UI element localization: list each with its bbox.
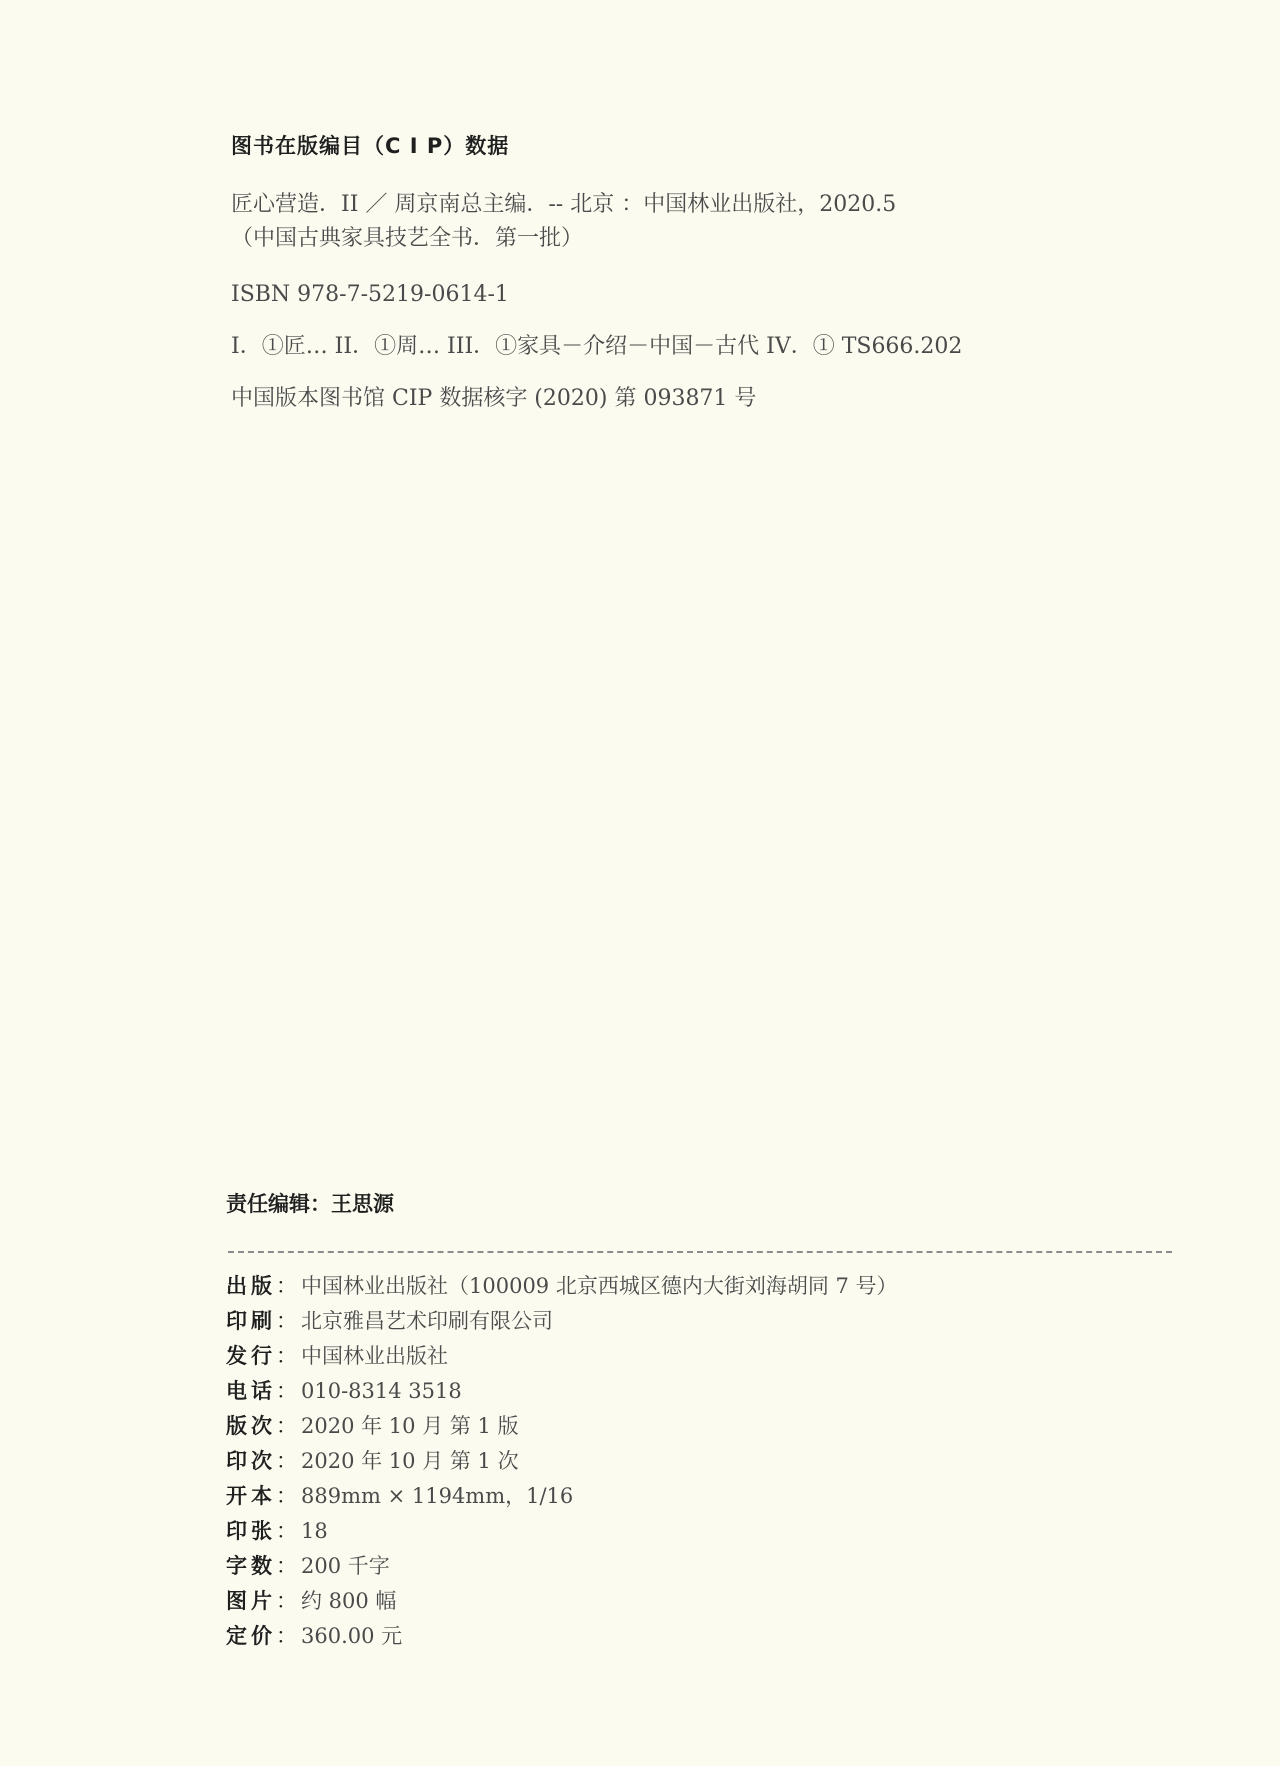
info-label: 电话 [226, 1379, 276, 1403]
info-label: 出版 [226, 1274, 276, 1298]
info-value: 中国林业出版社（100009 北京西城区德内大街刘海胡同 7 号） [301, 1274, 898, 1298]
info-row-sheets: 印张 ： 18 [226, 1514, 898, 1549]
cip-isbn: ISBN 978-7-5219-0614-1 [231, 282, 509, 307]
info-row-printing: 印次 ： 2020 年 10 月 第 1 次 [226, 1444, 898, 1479]
dashed-divider [228, 1251, 1172, 1253]
info-row-price: 定价 ： 360.00 元 [226, 1619, 898, 1654]
info-value: 约 800 幅 [301, 1589, 397, 1613]
cip-classification: I．①匠… II．①周… III．①家具－介绍－中国－古代 IV．① TS666.202 [231, 334, 963, 359]
responsible-editor: 责任编辑：王思源 [226, 1192, 394, 1216]
info-value: 中国林业出版社 [301, 1344, 448, 1368]
info-row-format: 开本 ： 889mm × 1194mm，1/16 [226, 1479, 898, 1514]
cip-heading: 图书在版编目（C I P）数据 [231, 134, 510, 158]
info-value: 889mm × 1194mm，1/16 [301, 1484, 574, 1508]
info-label: 印张 [226, 1519, 276, 1543]
info-label: 版次 [226, 1414, 276, 1438]
cip-record-number: 中国版本图书馆 CIP 数据核字 (2020) 第 093871 号 [231, 386, 757, 411]
info-row-publisher: 出版 ： 中国林业出版社（100009 北京西城区德内大街刘海胡同 7 号） [226, 1269, 898, 1304]
info-row-images: 图片 ： 约 800 幅 [226, 1584, 898, 1619]
info-row-edition: 版次 ： 2020 年 10 月 第 1 版 [226, 1409, 898, 1444]
info-value: 18 [301, 1519, 328, 1543]
cip-section [231, 126, 1191, 416]
info-label: 图片 [226, 1589, 276, 1613]
info-row-word-count: 字数 ： 200 千字 [226, 1549, 898, 1584]
info-row-phone: 电话 ： 010-8314 3518 [226, 1374, 898, 1409]
info-value: 2020 年 10 月 第 1 版 [301, 1414, 519, 1438]
info-row-distributor: 发行 ： 中国林业出版社 [226, 1339, 898, 1374]
info-label: 开本 [226, 1484, 276, 1508]
info-label: 字数 [226, 1554, 276, 1578]
cip-title-line: 匠心营造．II ／ 周京南总主编．-- 北京 ：中国林业出版社，2020.5 [231, 192, 897, 217]
cip-catalog-entry [231, 188, 1191, 256]
info-value: 200 千字 [301, 1554, 390, 1578]
info-row-printer: 印刷 ： 北京雅昌艺术印刷有限公司 [226, 1304, 898, 1339]
info-value: 360.00 元 [301, 1624, 403, 1648]
info-label: 定价 [226, 1624, 276, 1648]
info-label: 印次 [226, 1449, 276, 1473]
info-value: 2020 年 10 月 第 1 次 [301, 1449, 519, 1473]
publication-info [226, 1269, 898, 1654]
info-value: 010-8314 3518 [301, 1379, 462, 1403]
info-label: 印刷 [226, 1309, 276, 1333]
cip-series-line: （中国古典家具技艺全书．第一批） [231, 226, 584, 251]
info-label: 发行 [226, 1344, 276, 1368]
info-value: 北京雅昌艺术印刷有限公司 [301, 1309, 553, 1333]
